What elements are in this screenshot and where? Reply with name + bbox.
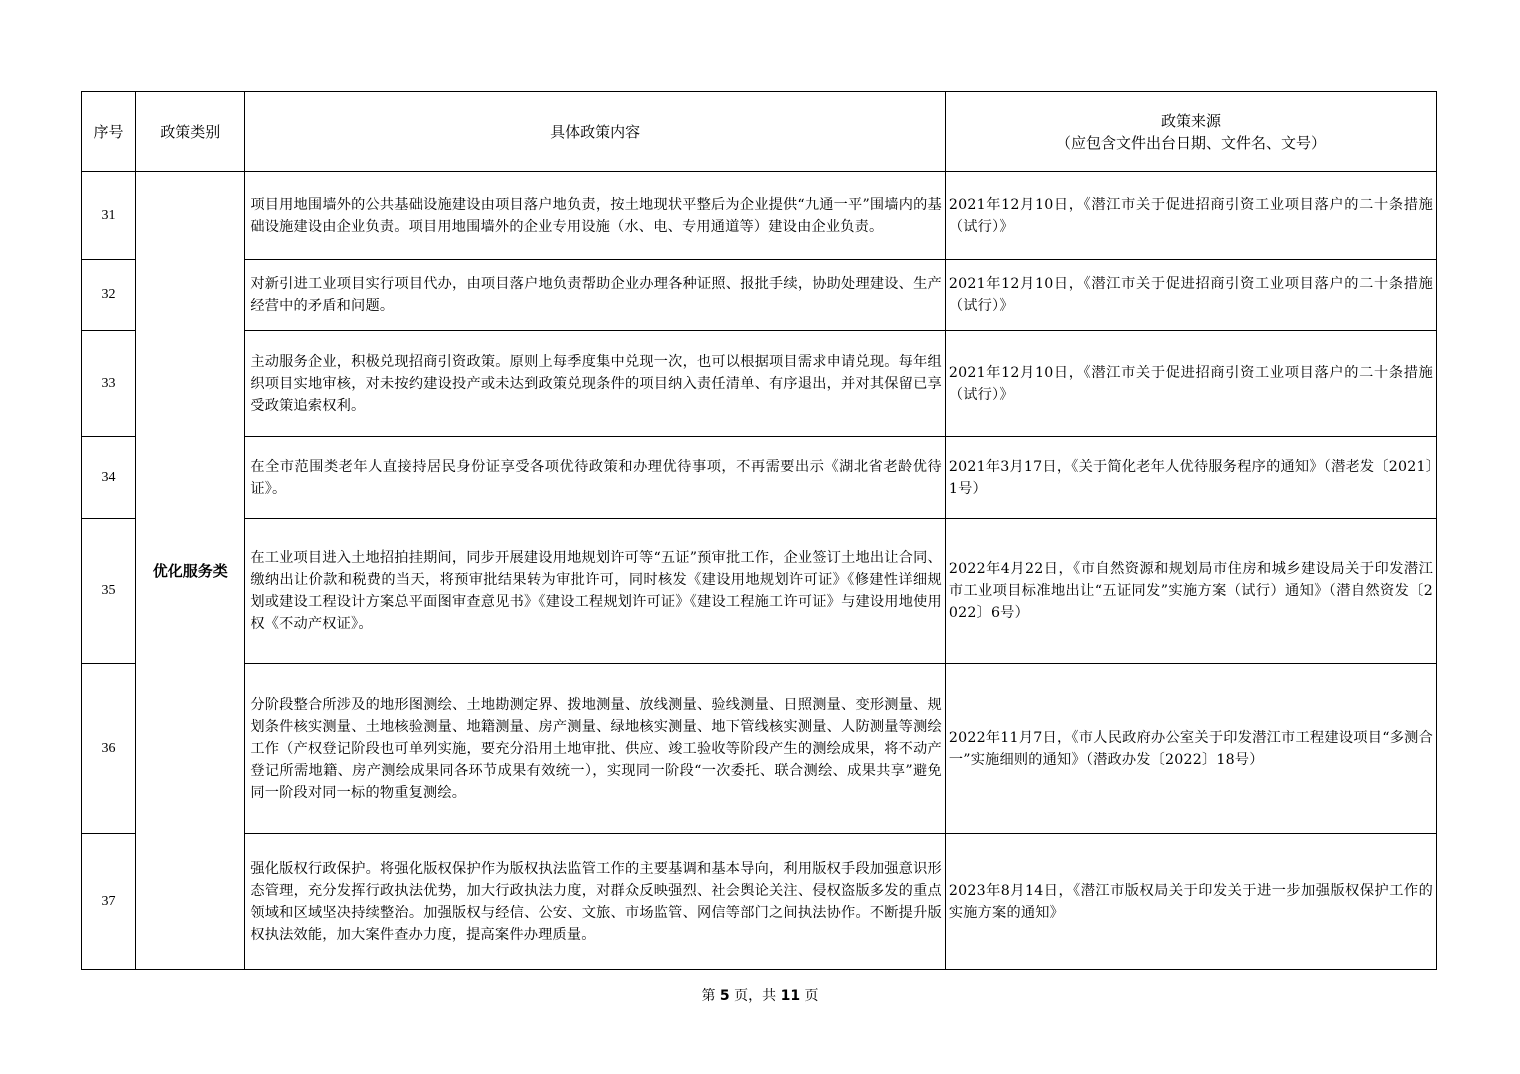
header-num: 序号 [82,92,136,172]
table-header-row [82,92,1437,172]
total-page-count: 11 [780,988,801,1004]
policy-source: 2021年12月10日，《潜江市关于促进招商引资工业项目落户的二十条措施（试行）》 [945,172,1436,260]
table-row [82,664,1437,834]
header-category: 政策类别 [136,92,245,172]
table-row [82,260,1437,331]
row-number: 31 [82,172,136,260]
row-number: 32 [82,260,136,331]
row-number: 34 [82,437,136,519]
row-number: 37 [82,834,136,970]
table-row [82,172,1437,260]
header-source-note: （应包含文件出台日期、文件名、文号） [1055,133,1326,152]
header-source [945,92,1436,172]
current-page-number: 5 [719,988,730,1004]
row-number: 36 [82,664,136,834]
policy-source: 2022年4月22日，《市自然资源和规划局市住房和城乡建设局关于印发潜江市工业项目标准地出让“五证同发”实施方案（试行）通知》（潜自然资发〔2022〕6号） [945,519,1436,664]
policy-source: 2023年8月14日，《潜江市版权局关于印发关于进一步加强版权保护工作的实施方案的通知》 [945,834,1436,970]
policy-source: 2021年3月17日，《关于简化老年人优待服务程序的通知》（潜老发〔2021〕1号） [945,437,1436,519]
policy-content: 强化版权行政保护。将强化版权保护作为版权执法监管工作的主要基调和基本导向，利用版权手段加强意识形态管理，充分发挥行政执法优势，加大行政执法力度，对群众反映强烈、社会舆论关注、侵权盗版多发的重点领域和区域坚决持续整治。加强版权与经信、公安、文旅、市场监管、网信等部门之间执法协作。不断提升版权执法效能，加大案件查办力度，提高案件办理质量。 [245,834,946,970]
policy-source: 2021年12月10日，《潜江市关于促进招商引资工业项目落户的二十条措施（试行）》 [945,260,1436,331]
header-content: 具体政策内容 [245,92,946,172]
policy-category: 优化服务类 [136,172,245,970]
row-number: 33 [82,331,136,437]
policy-content: 对新引进工业项目实行项目代办，由项目落户地负责帮助企业办理各种证照、报批手续，协助处理建设、生产经营中的矛盾和问题。 [245,260,946,331]
table-row [82,331,1437,437]
policy-content: 在全市范围类老年人直接持居民身份证享受各项优待政策和办理优待事项，不再需要出示《湖北省老龄优待证》。 [245,437,946,519]
footer-prefix: 第 [701,988,716,1004]
table-row [82,834,1437,970]
table-row [82,437,1437,519]
page-footer [0,985,1520,1005]
footer-suffix: 页 [804,988,819,1004]
footer-middle: 页，共 [734,988,777,1004]
header-source-title: 政策来源 [1160,111,1221,130]
policy-table [81,91,1437,970]
policy-content: 项目用地围墙外的公共基础设施建设由项目落户地负责，按土地现状平整后为企业提供“九通一平”围墙内的基础设施建设由企业负责。项目用地围墙外的企业专用设施（水、电、专用通道等）建设由企业负责。 [245,172,946,260]
policy-content: 分阶段整合所涉及的地形图测绘、土地勘测定界、拨地测量、放线测量、验线测量、日照测量、变形测量、规划条件核实测量、土地核验测量、地籍测量、房产测量、绿地核实测量、地下管线核实测量、人防测量等测绘工作（产权登记阶段也可单列实施，要充分沿用土地审批、供应、竣工验收等阶段产生的测绘成果，将不动产登记所需地籍、房产测绘成果同各环节成果有效统一），实现同一阶段“一次委托、联合测绘、成果共享”避免同一阶段对同一标的物重复测绘。 [245,664,946,834]
policy-content: 主动服务企业，积极兑现招商引资政策。原则上每季度集中兑现一次，也可以根据项目需求申请兑现。每年组织项目实地审核，对未按约建设投产或未达到政策兑现条件的项目纳入责任清单、有序退出，并对其保留已享受政策追索权利。 [245,331,946,437]
row-number: 35 [82,519,136,664]
table-row [82,519,1437,664]
policy-source: 2022年11月7日，《市人民政府办公室关于印发潜江市工程建设项目“多测合一”实施细则的通知》（潜政办发〔2022〕18号） [945,664,1436,834]
policy-content: 在工业项目进入土地招拍挂期间，同步开展建设用地规划许可等“五证”预审批工作，企业签订土地出让合同、缴纳出让价款和税费的当天，将预审批结果转为审批许可，同时核发《建设用地规划许可证》《修建性详细规划或建设工程设计方案总平面图审查意见书》《建设工程规划许可证》《建设工程施工许可证》与建设用地使用权《不动产权证》。 [245,519,946,664]
policy-source: 2021年12月10日，《潜江市关于促进招商引资工业项目落户的二十条措施（试行）》 [945,331,1436,437]
